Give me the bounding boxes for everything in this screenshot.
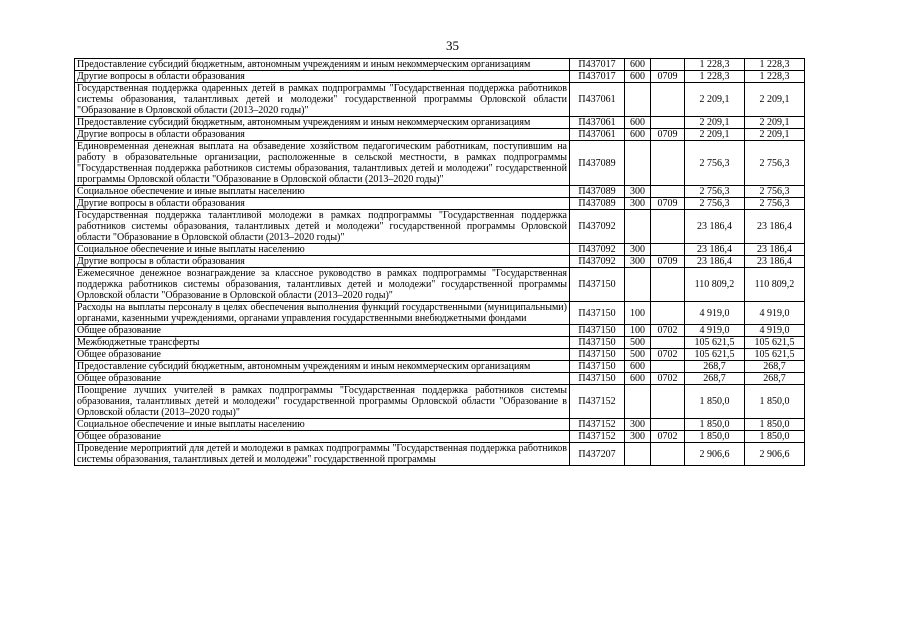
row-section [651,59,685,71]
row-section: 0702 [651,373,685,385]
row-code: П437061 [570,83,625,117]
row-section [651,385,685,419]
row-expense-type: 300 [625,198,651,210]
row-sum-1: 268,7 [685,361,745,373]
table-row [75,71,805,83]
row-name: Другие вопросы в области образования [75,256,570,268]
row-expense-type: 600 [625,373,651,385]
row-sum-2: 2 209,1 [745,83,805,117]
row-name: Предоставление субсидий бюджетным, автономным учреждениям и иным некоммерческим организациям [75,361,570,373]
row-sum-1: 2 756,3 [685,198,745,210]
row-code: П437092 [570,210,625,244]
row-section [651,117,685,129]
row-code: П437089 [570,186,625,198]
row-sum-1: 1 228,3 [685,71,745,83]
row-code: П437061 [570,117,625,129]
row-sum-2: 2 756,3 [745,198,805,210]
row-expense-type: 300 [625,419,651,431]
row-code: П437150 [570,361,625,373]
row-expense-type [625,385,651,419]
row-sum-2: 110 809,2 [745,268,805,302]
table-row [75,337,805,349]
row-section: 0702 [651,431,685,443]
table-row [75,198,805,210]
table-row [75,302,805,325]
row-expense-type: 500 [625,337,651,349]
row-expense-type [625,443,651,466]
row-expense-type: 600 [625,59,651,71]
row-sum-2: 23 186,4 [745,244,805,256]
row-sum-1: 23 186,4 [685,256,745,268]
row-code: П437017 [570,71,625,83]
row-name: Социальное обеспечение и иные выплаты населению [75,186,570,198]
row-code: П437207 [570,443,625,466]
row-section [651,244,685,256]
table-row [75,325,805,337]
row-sum-1: 268,7 [685,373,745,385]
row-sum-2: 4 919,0 [745,302,805,325]
row-expense-type: 600 [625,117,651,129]
row-section [651,83,685,117]
row-sum-2: 1 850,0 [745,419,805,431]
row-sum-1: 1 850,0 [685,431,745,443]
row-sum-1: 2 756,3 [685,186,745,198]
row-name: Социальное обеспечение и иные выплаты населению [75,244,570,256]
row-expense-type: 300 [625,244,651,256]
row-sum-2: 1 228,3 [745,59,805,71]
row-sum-1: 1 850,0 [685,419,745,431]
row-sum-1: 23 186,4 [685,210,745,244]
row-expense-type: 300 [625,256,651,268]
table-row [75,117,805,129]
row-code: П437150 [570,337,625,349]
table-row [75,141,805,186]
table-row [75,373,805,385]
row-name: Социальное обеспечение и иные выплаты населению [75,419,570,431]
table-body [75,59,805,466]
table-row [75,361,805,373]
row-name: Государственная поддержка талантливой молодежи в рамках подпрограммы "Государственная поддержка работников системы образования, талантливых детей и молодежи" государственной программы Орловской области "Образование в Орловской области (2013–2020 годы)" [75,210,570,244]
row-expense-type: 300 [625,431,651,443]
row-sum-2: 105 621,5 [745,349,805,361]
row-section [651,141,685,186]
table-row [75,419,805,431]
row-section [651,361,685,373]
row-expense-type [625,268,651,302]
row-section: 0709 [651,129,685,141]
row-name: Общее образование [75,373,570,385]
row-sum-2: 2 756,3 [745,141,805,186]
row-section [651,419,685,431]
table-row [75,186,805,198]
row-sum-2: 105 621,5 [745,337,805,349]
row-code: П437092 [570,256,625,268]
row-name: Государственная поддержка одаренных детей в рамках подпрограммы "Государственная поддержка работников системы образования, талантливых детей и молодежи" государственной программы Орловской области "Образование в Орловской области (2013–2020 годы)" [75,83,570,117]
row-name: Предоставление субсидий бюджетным, автономным учреждениям и иным некоммерческим организациям [75,59,570,71]
row-section: 0702 [651,349,685,361]
row-expense-type: 600 [625,361,651,373]
row-sum-2: 23 186,4 [745,210,805,244]
row-sum-1: 2 756,3 [685,141,745,186]
row-sum-1: 1 850,0 [685,385,745,419]
table-row [75,443,805,466]
row-section [651,186,685,198]
row-name: Другие вопросы в области образования [75,71,570,83]
row-code: П437092 [570,244,625,256]
row-code: П437150 [570,268,625,302]
row-section [651,268,685,302]
row-expense-type: 100 [625,302,651,325]
row-sum-1: 2 906,6 [685,443,745,466]
row-sum-2: 1 228,3 [745,71,805,83]
row-sum-1: 2 209,1 [685,117,745,129]
row-sum-2: 23 186,4 [745,256,805,268]
row-section: 0709 [651,198,685,210]
row-code: П437150 [570,325,625,337]
row-code: П437089 [570,141,625,186]
row-section: 0709 [651,71,685,83]
page-number: 35 [446,38,459,53]
row-sum-2: 2 756,3 [745,186,805,198]
row-expense-type: 300 [625,186,651,198]
row-expense-type [625,210,651,244]
table-row [75,268,805,302]
row-sum-1: 2 209,1 [685,83,745,117]
table-row [75,129,805,141]
row-code: П437061 [570,129,625,141]
row-expense-type [625,141,651,186]
row-section [651,210,685,244]
row-sum-1: 2 209,1 [685,129,745,141]
row-sum-1: 110 809,2 [685,268,745,302]
row-sum-1: 23 186,4 [685,244,745,256]
row-section: 0702 [651,325,685,337]
row-name: Ежемесячное денежное вознаграждение за классное руководство в рамках подпрограммы "Государственная поддержка работников системы образования, талантливых детей и молодежи" государственной программы Орловской области "Образование в Орловской области (2013–2020 годы)" [75,268,570,302]
row-name: Общее образование [75,431,570,443]
row-sum-1: 105 621,5 [685,349,745,361]
row-name: Проведение мероприятий для детей и молодежи в рамках подпрограммы "Государственная поддержка работников системы образования, талантливых детей и молодежи" государственной программы [75,443,570,466]
row-section [651,337,685,349]
row-sum-2: 268,7 [745,373,805,385]
table-row [75,83,805,117]
row-sum-1: 1 228,3 [685,59,745,71]
table-row [75,244,805,256]
row-name: Расходы на выплаты персоналу в целях обеспечения выполнения функций государственными (муниципальными) органами, казенными учреждениями, органами управления государственными внебюджетными фондами [75,302,570,325]
row-name: Поощрение лучших учителей в рамках подпрограммы "Государственная поддержка работников системы образования, талантливых детей и молодежи" государственной программы Орловской области "Образование в Орловской области (2013–2020 годы)" [75,385,570,419]
row-expense-type: 600 [625,71,651,83]
table-row [75,349,805,361]
row-code: П437152 [570,385,625,419]
row-section [651,443,685,466]
row-code: П437150 [570,302,625,325]
row-name: Другие вопросы в области образования [75,129,570,141]
row-expense-type: 500 [625,349,651,361]
row-name: Межбюджетные трансферты [75,337,570,349]
row-code: П437150 [570,373,625,385]
row-code: П437017 [570,59,625,71]
row-code: П437152 [570,419,625,431]
row-section [651,302,685,325]
row-name: Единовременная денежная выплата на обзаведение хозяйством педагогическим работникам, поступившим на работу в образовательные организации, расположенные в сельской местности, в рамках подпрограммы "Государственная поддержка работников системы образования, талантливых детей и молодежи" государственной программы Орловской области "Образование в Орловской области (2013–2020 годы)" [75,141,570,186]
row-name: Другие вопросы в области образования [75,198,570,210]
row-sum-1: 4 919,0 [685,302,745,325]
table-row [75,210,805,244]
row-sum-2: 2 209,1 [745,117,805,129]
row-code: П437150 [570,349,625,361]
table-row [75,431,805,443]
row-sum-2: 1 850,0 [745,431,805,443]
row-name: Общее образование [75,325,570,337]
budget-table [74,58,805,466]
table-row [75,256,805,268]
row-expense-type: 100 [625,325,651,337]
row-expense-type [625,83,651,117]
row-sum-2: 2 209,1 [745,129,805,141]
row-sum-1: 105 621,5 [685,337,745,349]
row-sum-2: 2 906,6 [745,443,805,466]
row-expense-type: 600 [625,129,651,141]
row-sum-2: 1 850,0 [745,385,805,419]
row-sum-2: 268,7 [745,361,805,373]
row-section: 0709 [651,256,685,268]
row-sum-1: 4 919,0 [685,325,745,337]
row-code: П437089 [570,198,625,210]
row-code: П437152 [570,431,625,443]
row-name: Предоставление субсидий бюджетным, автономным учреждениям и иным некоммерческим организациям [75,117,570,129]
row-name: Общее образование [75,349,570,361]
table-row [75,59,805,71]
row-sum-2: 4 919,0 [745,325,805,337]
table-row [75,385,805,419]
